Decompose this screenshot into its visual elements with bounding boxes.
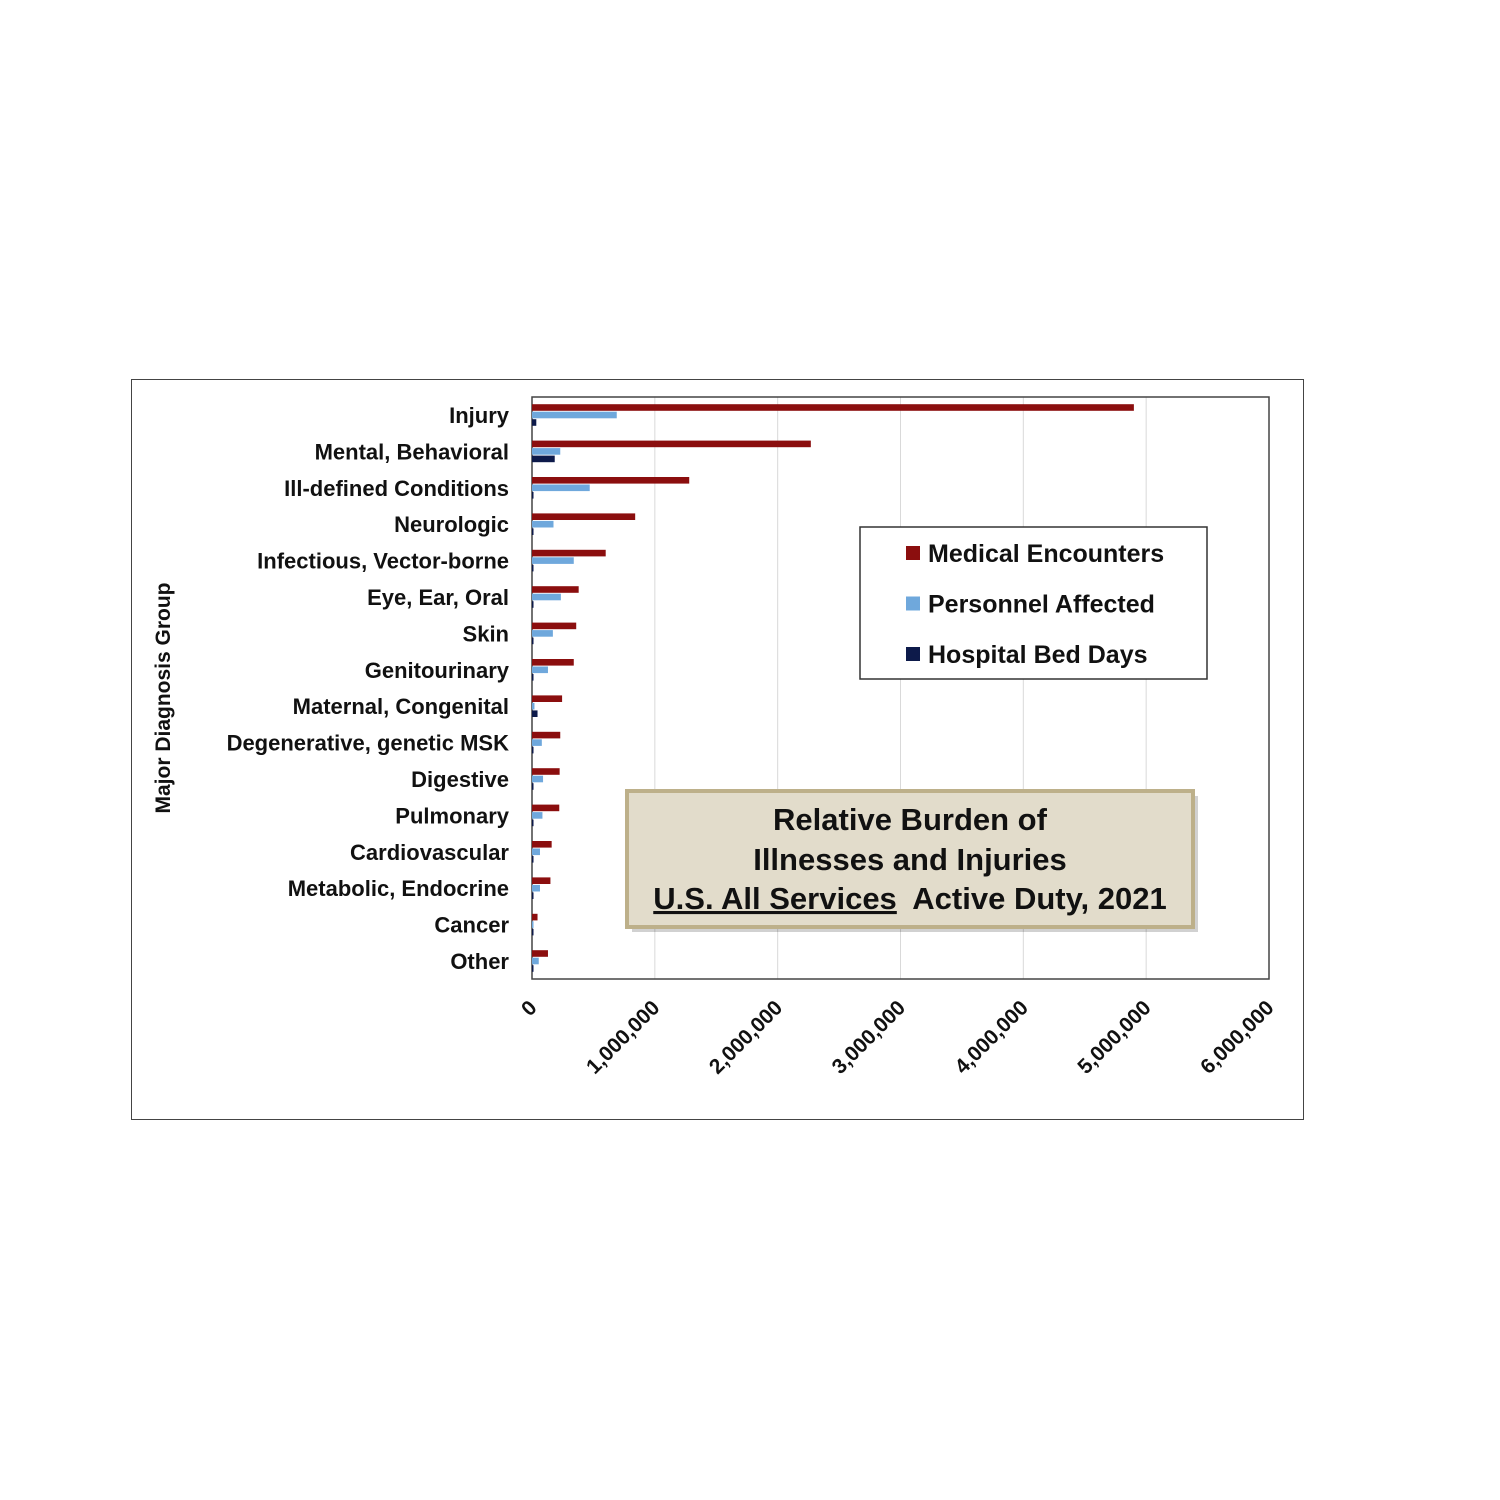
legend-swatch [906,546,920,560]
category-label: Pulmonary [395,803,509,829]
category-label: Skin [462,621,509,647]
category-label: Other [450,949,509,974]
bar-medical-encounters [532,623,576,630]
x-tick-label: 0 [517,996,542,1021]
bar-personnel-affected [532,630,553,637]
category-label: Infectious, Vector-borne [257,548,509,574]
legend-label: Personnel Affected [928,590,1155,619]
bar-personnel-affected [532,776,543,783]
category-label: Digestive [411,767,509,792]
bar-medical-encounters [532,441,811,448]
x-tick-label: 6,000,000 [1196,996,1279,1079]
category-label: Genitourinary [364,657,509,683]
bar-hospital-bed-days [532,565,534,572]
bar-medical-encounters [532,768,560,775]
bar-personnel-affected [532,667,548,674]
bar-chart [132,380,1305,1121]
bar-hospital-bed-days [532,492,534,499]
bar-hospital-bed-days [532,710,538,717]
chart-title-box [627,791,1198,932]
category-label: Maternal, Congenital [292,694,509,720]
bar-personnel-affected [532,812,542,819]
chart-title-line-2: Illnesses and Injuries [753,842,1067,877]
chart-title-rest: Active Duty, 2021 [912,881,1167,916]
bar-hospital-bed-days [532,892,534,899]
bar-hospital-bed-days [532,783,534,790]
bar-hospital-bed-days [532,965,534,972]
category-label: Injury [449,403,509,428]
bar-personnel-affected [532,485,590,492]
chart-title-line-1: Relative Burden of [773,802,1047,837]
bar-medical-encounters [532,477,689,484]
category-label: Neurologic [394,512,509,538]
bar-medical-encounters [532,659,574,666]
bar-medical-encounters [532,914,538,921]
bar-hospital-bed-days [532,456,555,463]
bar-hospital-bed-days [532,601,534,608]
bar-hospital-bed-days [532,929,534,936]
x-tick-label: 5,000,000 [1073,996,1156,1079]
bar-personnel-affected [532,849,540,856]
bar-medical-encounters [532,805,559,812]
chart-frame [131,379,1304,1120]
bar-hospital-bed-days [532,820,534,827]
bar-personnel-affected [532,521,553,528]
bar-hospital-bed-days [532,528,534,535]
bar-personnel-affected [532,448,560,455]
bar-medical-encounters [532,513,635,520]
legend-label: Hospital Bed Days [928,641,1148,669]
bar-medical-encounters [532,404,1134,411]
bar-medical-encounters [532,695,562,702]
x-tick-label: 3,000,000 [827,996,911,1079]
category-label: Mental, Behavioral [314,439,509,465]
bar-personnel-affected [532,412,617,419]
y-axis-title: Major Diagnosis Group [152,582,175,814]
bar-personnel-affected [532,885,540,892]
bar-hospital-bed-days [532,674,534,681]
bar-medical-encounters [532,841,552,848]
legend-label: Medical Encounters [928,540,1165,568]
x-tick-label: 2,000,000 [704,996,788,1079]
bar-hospital-bed-days [532,419,536,426]
legend [860,527,1207,679]
category-label: Cardiovascular [350,839,509,865]
bar-personnel-affected [532,594,561,601]
x-tick-label: 1,000,000 [582,996,665,1079]
bar-personnel-affected [532,958,539,965]
category-label: Degenerative, genetic MSK [226,730,509,756]
category-label: Metabolic, Endocrine [287,876,509,902]
category-label: Eye, Ear, Oral [367,585,509,610]
bar-medical-encounters [532,877,550,884]
bar-personnel-affected [532,703,534,710]
bar-medical-encounters [532,586,579,593]
chart-title-underlined: U.S. All Services [653,881,897,916]
legend-swatch [906,647,920,661]
bar-medical-encounters [532,950,548,957]
category-label: Ill-defined Conditions [284,475,509,501]
bar-hospital-bed-days [532,747,534,754]
bar-hospital-bed-days [532,638,534,645]
x-tick-label: 4,000,000 [950,996,1033,1079]
bar-medical-encounters [532,732,560,739]
bar-hospital-bed-days [532,856,534,863]
bar-medical-encounters [532,550,606,557]
legend-swatch [906,597,920,611]
bar-personnel-affected [532,739,542,746]
category-label: Cancer [434,912,509,938]
bar-personnel-affected [532,557,574,564]
bar-personnel-affected [532,921,534,928]
